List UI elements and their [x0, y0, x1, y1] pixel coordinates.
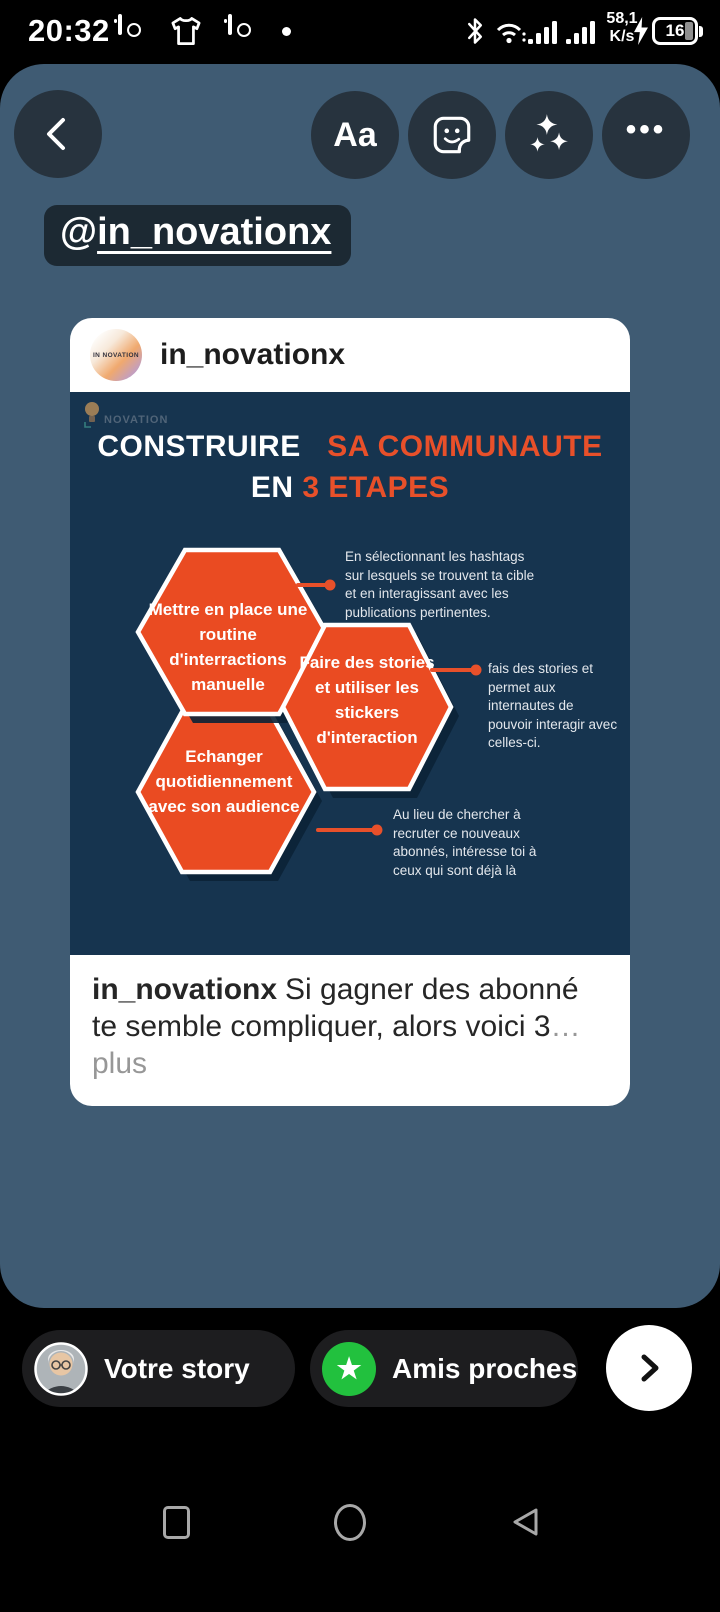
post-username: in_novationx: [160, 338, 346, 371]
clock: 20:32: [28, 13, 110, 48]
caption-more-link[interactable]: … plus: [92, 1010, 581, 1080]
caption-text: Si gagner des abonné te semble compliquer, alors voici 3: [92, 973, 579, 1043]
annotation-1: En sélectionnant les hashtags sur lesquels se trouvent ta cible et en interagissant avec les publications pertinentes.: [345, 549, 535, 620]
sparkles-icon: [526, 112, 572, 158]
watermark-text: NOVATION: [104, 414, 169, 426]
star-glyph: ★: [336, 1353, 362, 1384]
title-orange-1: SA COMMUNAUTE: [327, 430, 603, 463]
shared-post-card[interactable]: [70, 318, 630, 1106]
title-white-1: CONSTRUIRE: [97, 430, 301, 463]
avatar: [90, 329, 142, 381]
battery-fill: [685, 22, 693, 40]
title-orange-2: 3 ETAPES: [302, 471, 450, 504]
sticker-button[interactable]: [408, 91, 496, 179]
your-story-button[interactable]: [22, 1330, 295, 1407]
signal-strength-icon: [528, 20, 560, 45]
post-card-header: [70, 318, 630, 392]
text-tool-label: Aa: [333, 115, 377, 154]
story-canvas: [0, 64, 720, 1308]
close-friends-button[interactable]: [310, 1330, 578, 1407]
post-image: [70, 392, 630, 955]
next-button[interactable]: [606, 1325, 692, 1411]
annotation-3: Au lieu de chercher à recruter ce nouveaux abonnés, intéresse toi à ceux qui sont déjà là: [393, 807, 537, 878]
mention-username: in_novationx: [97, 211, 332, 253]
post-caption: [70, 955, 630, 1106]
ellipsis-icon: •••: [625, 113, 667, 146]
instagram-notification-icon: [228, 14, 232, 35]
back-button[interactable]: [14, 90, 102, 178]
user-avatar: [34, 1342, 88, 1396]
close-friends-label: Amis proches: [392, 1352, 578, 1384]
annotation-2: fais des stories et permet aux internautes de pouvoir interagir avec celles-ci.: [488, 661, 618, 750]
android-back-button[interactable]: [509, 1505, 541, 1539]
tshirt-icon: [170, 16, 202, 46]
signal-strength-icon: [566, 20, 598, 45]
wifi-icon: [494, 19, 528, 45]
battery-percent: 16: [665, 21, 685, 40]
avatar-logo-text: IN NOVATION: [92, 351, 140, 359]
android-home-button[interactable]: [334, 1504, 366, 1541]
bluetooth-icon: [464, 16, 486, 46]
caption-username: in_novationx: [92, 973, 278, 1006]
status-bar: [0, 0, 720, 64]
battery-icon: [652, 17, 698, 45]
network-speed: 58,1 K/s: [606, 10, 638, 45]
sticker-icon: [429, 112, 475, 158]
hexagon-label-3: Echanger quotidiennement avec son audience: [148, 747, 300, 816]
mention-tag[interactable]: [44, 205, 351, 266]
hexagon-label-2: Faire des stories et utiliser les stickers d'interaction: [299, 653, 435, 747]
text-tool-button[interactable]: [311, 91, 399, 179]
notification-dot-icon: [282, 27, 291, 36]
instagram-notification-icon: [118, 14, 122, 35]
battery-nub: [699, 26, 703, 37]
android-recents-button[interactable]: [163, 1506, 190, 1539]
your-story-label: Votre story: [104, 1352, 250, 1384]
forward-chevron-icon: [627, 1346, 671, 1390]
more-options-button[interactable]: [602, 91, 690, 179]
charging-bolt-icon: [632, 17, 650, 45]
back-chevron-icon: [38, 110, 78, 158]
hexagon-label-1: Mettre en place une routine d'interractions manuelle: [148, 600, 308, 694]
mention-at: @: [60, 211, 98, 253]
effects-sparkles-button[interactable]: [505, 91, 593, 179]
close-friends-star-icon: [322, 1342, 376, 1396]
title-white-2: EN: [250, 471, 294, 504]
